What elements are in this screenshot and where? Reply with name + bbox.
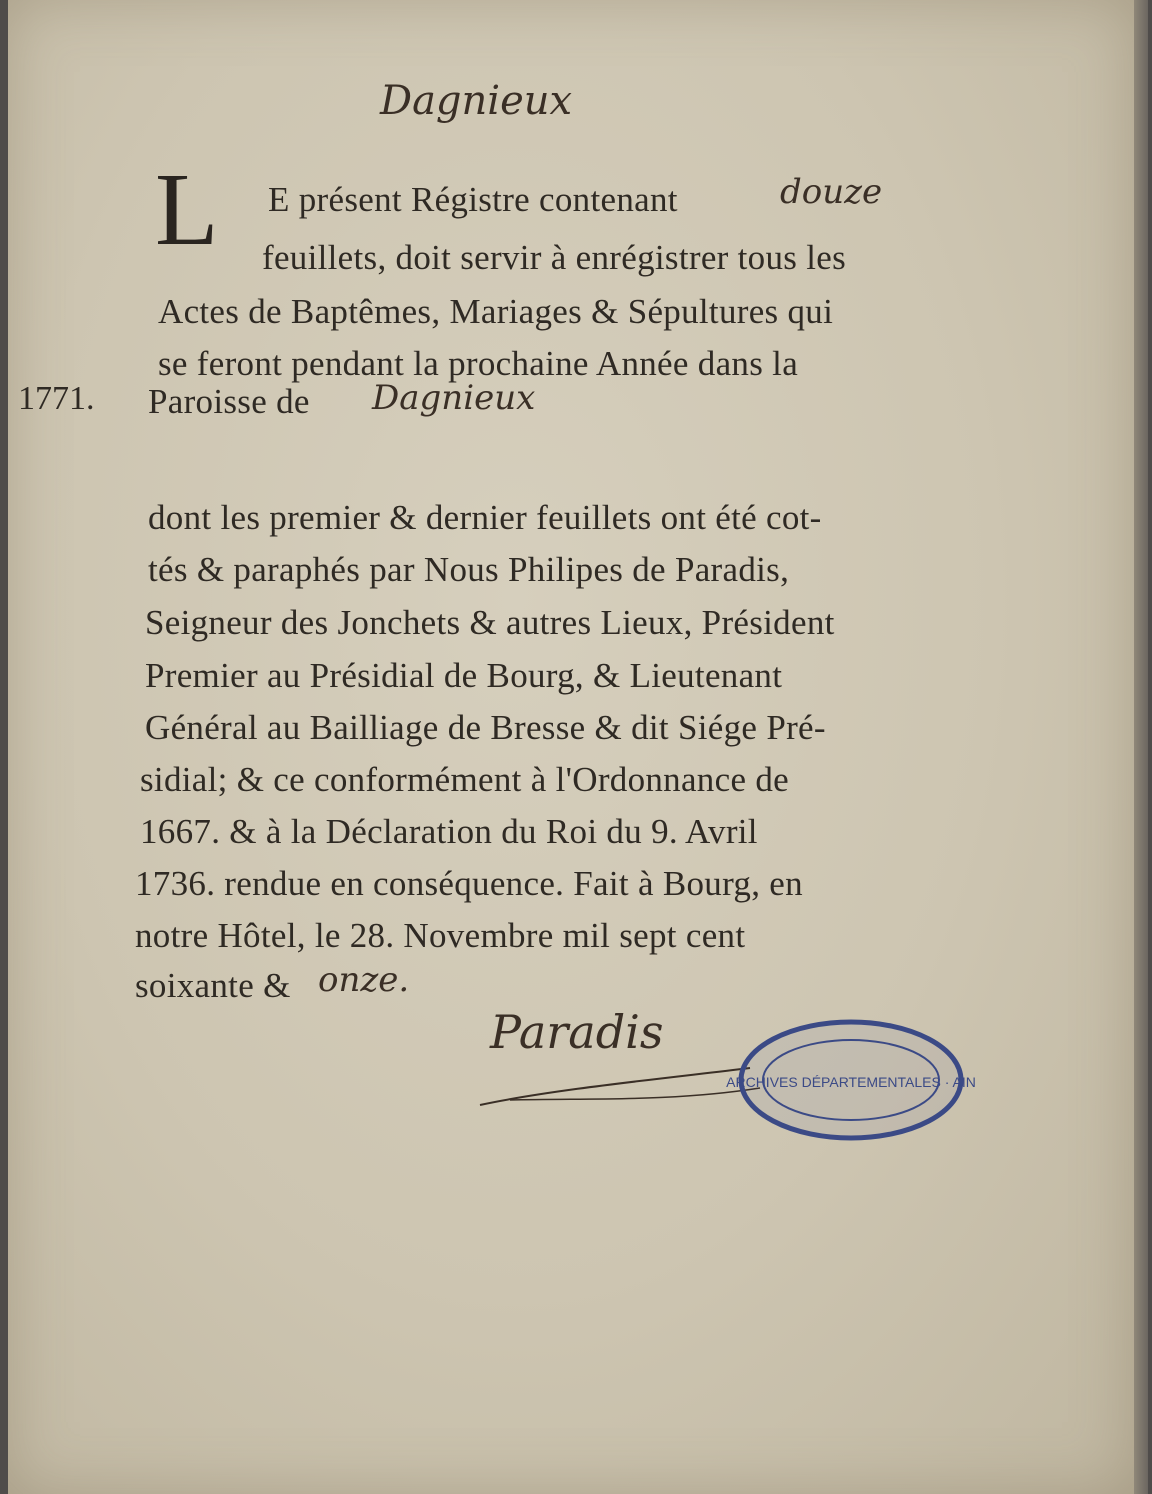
paragraph1-line3: Actes de Baptêmes, Mariages & Sépultures qui <box>158 292 834 331</box>
paragraph2-line: Premier au Présidial de Bourg, & Lieutenant <box>145 656 783 695</box>
paragraph2-line: Général au Bailliage de Bresse & dit Siége Pré- <box>145 708 826 747</box>
paragraph1-line2: feuillets, doit servir à enrégistrer tous les <box>262 238 847 277</box>
drop-cap: L <box>155 152 219 267</box>
paragraph2-line: 1736. rendue en conséquence. Fait à Bourg, en <box>135 864 803 903</box>
stamp-text: ARCHIVES DÉPARTEMENTALES · AIN <box>726 1074 976 1090</box>
paragraph1-line4: se feront pendant la prochaine Année dans la <box>158 344 799 383</box>
paragraph1-line1: E présent Régistre contenant <box>268 180 678 219</box>
archives-stamp <box>726 1015 976 1145</box>
paragraph2-line: Seigneur des Jonchets & autres Lieux, Président <box>145 603 835 642</box>
handwritten-leaf-count: douze <box>780 172 883 212</box>
signature-flourish <box>470 1060 770 1120</box>
handwritten-parish-heading: Dagnieux <box>380 78 573 124</box>
paragraph2-line: tés & paraphés par Nous Philipes de Paradis, <box>148 550 790 589</box>
paragraph2-line: sidial; & ce conformément à l'Ordonnance de <box>140 760 789 799</box>
paragraph2-line: dont les premier & dernier feuillets ont été cot- <box>148 498 822 537</box>
paragraph2-line: notre Hôtel, le 28. Novembre mil sept cent <box>135 916 746 955</box>
paragraph1-line5: Paroisse de <box>148 382 310 421</box>
paragraph2-line: 1667. & à la Déclaration du Roi du 9. Avril <box>140 812 758 851</box>
margin-year: 1771. <box>18 380 95 417</box>
handwritten-year-word: onze. <box>318 960 410 1000</box>
final-line: soixante & <box>135 966 291 1005</box>
handwritten-parish-name: Dagnieux <box>372 378 536 418</box>
signature: Paradis <box>490 1005 664 1059</box>
